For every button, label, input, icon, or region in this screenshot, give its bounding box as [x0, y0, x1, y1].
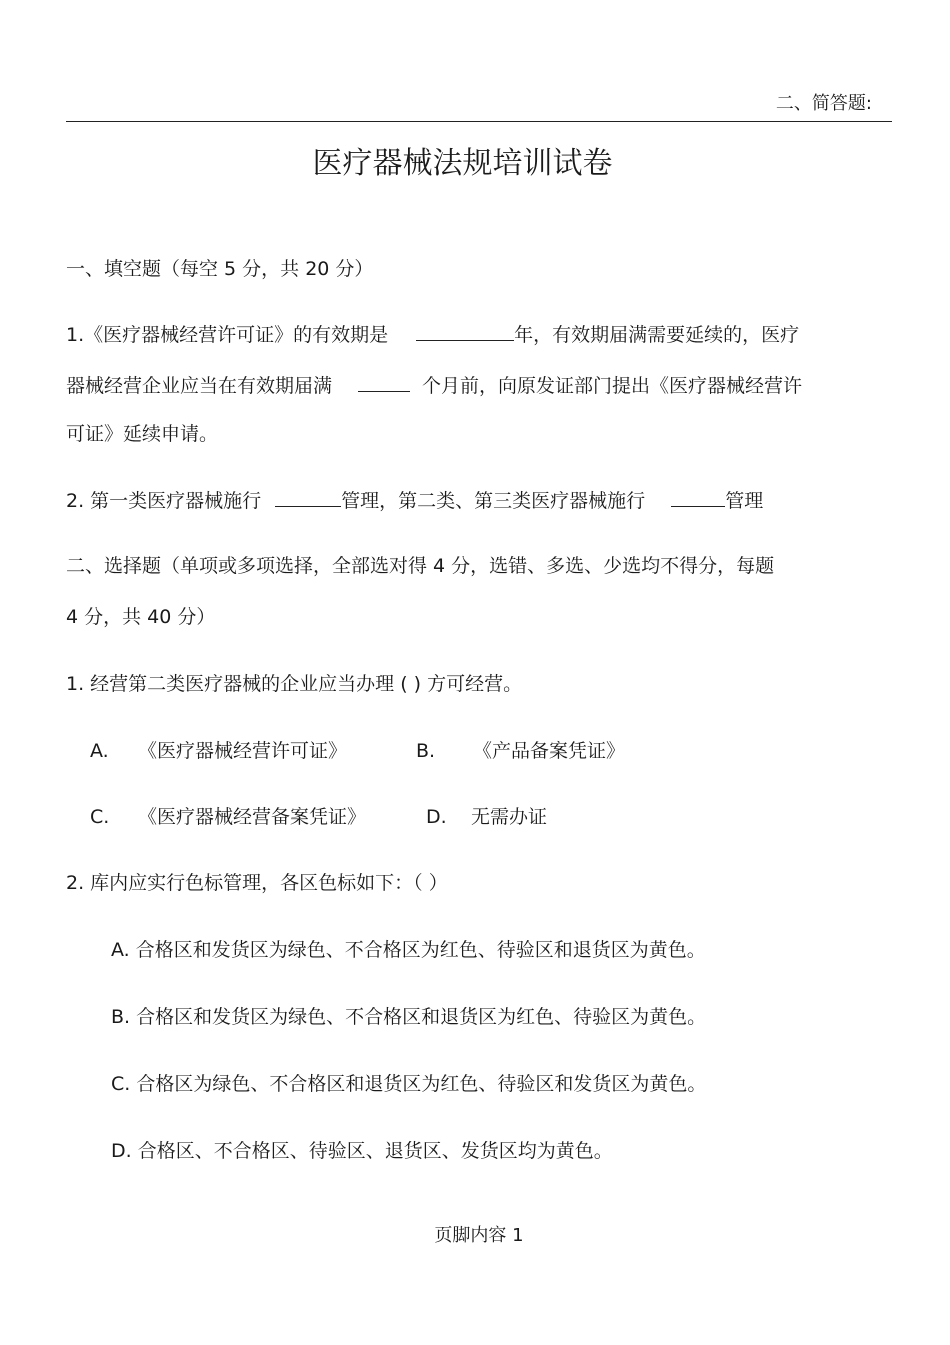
- fill-q1-text-d: 个月前，向原发证部门提出《医疗器械经营许: [422, 375, 803, 397]
- fill-q1-line3: 可证》延续申请。: [66, 423, 219, 445]
- choice-q1-option-letter: A.: [90, 740, 109, 762]
- choice-q2-option: B. 合格区和发货区为绿色、不合格区和退货区为红色、待验区为黄色。: [111, 1006, 707, 1028]
- page-title: 医疗器械法规培训试卷: [312, 146, 613, 181]
- section2-heading-line1: 二、选择题（单项或多项选择，全部选对得 4 分，选错、多选、少选均不得分，每题: [66, 555, 775, 577]
- page-footer: 页脚内容 1: [434, 1225, 524, 1246]
- choice-q2-stem: 2. 库内应实行色标管理，各区色标如下：（ ）: [66, 872, 448, 894]
- fill-q2: [66, 488, 763, 513]
- fill-q1-text-b: 年，有效期届满需要延续的，医疗: [514, 324, 800, 346]
- answer-blank: [416, 322, 514, 341]
- fill-q1-text-a: 1.《医疗器械经营许可证》的有效期是: [66, 324, 389, 346]
- fill-q2-text-a: 2. 第一类医疗器械施行: [66, 490, 262, 512]
- choice-q2-option: C. 合格区为绿色、不合格区和退货区为红色、待验区和发货区为黄色。: [111, 1073, 707, 1095]
- fill-q2-text-c: 管理: [725, 490, 764, 512]
- header-text: 二、简答题:: [775, 93, 872, 114]
- choice-q1-option-text: 《医疗器械经营许可证》: [138, 740, 348, 762]
- fill-q1-text-c: 器械经营企业应当在有效期届满: [66, 375, 333, 397]
- section2-heading-line2: 4 分，共 40 分）: [66, 606, 216, 628]
- fill-q1-line2: [66, 373, 802, 398]
- choice-q1-option-letter: D.: [426, 806, 447, 828]
- choice-q2-option: D. 合格区、不合格区、待验区、退货区、发货区均为黄色。: [111, 1140, 613, 1162]
- section1-heading: 一、填空题（每空 5 分，共 20 分）: [66, 258, 374, 280]
- fill-q2-text-b: 管理，第二类、第三类医疗器械施行: [341, 490, 646, 512]
- fill-q1-line1: [66, 322, 799, 347]
- choice-q1-option-text: 无需办证: [471, 806, 548, 828]
- choice-q1-option-letter: B.: [416, 740, 436, 762]
- header-rule: [66, 121, 892, 122]
- choice-q1-stem: 1. 经营第二类医疗器械的企业应当办理 ( ) 方可经营。: [66, 673, 523, 695]
- choice-q1-option-text: 《医疗器械经营备案凭证》: [138, 806, 367, 828]
- choice-q1-option-letter: C.: [90, 806, 110, 828]
- choice-q2-option: A. 合格区和发货区为绿色、不合格区为红色、待验区和退货区为黄色。: [111, 939, 706, 961]
- answer-blank: [358, 373, 410, 392]
- choice-q1-option-text: 《产品备案凭证》: [473, 740, 626, 762]
- answer-blank: [275, 488, 341, 507]
- answer-blank: [671, 488, 725, 507]
